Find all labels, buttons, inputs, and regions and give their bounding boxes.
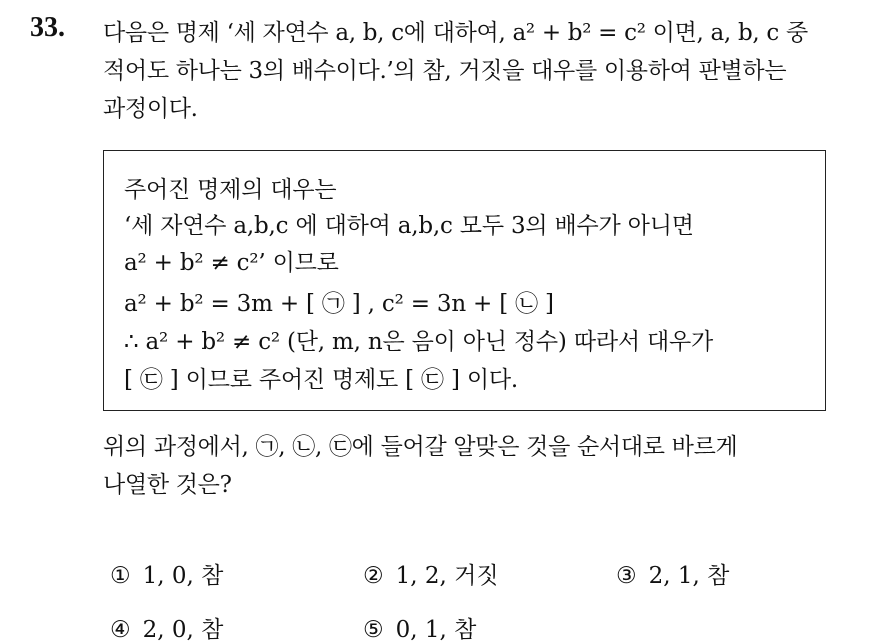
proof-line-4: a² + b² = 3m + [ ㉠ ] , c² = 3n + [ ㉡ ] xyxy=(124,291,554,317)
proof-line-3: a² + b² ≠ c²’ 이므로 xyxy=(124,250,339,276)
proof-line-2: ‘세 자연수 a,b,c 에 대하여 a,b,c 모두 3의 배수가 아니면 xyxy=(124,213,694,239)
proof-line-1: 주어진 명제의 대우는 xyxy=(124,177,337,203)
choice-2[interactable] xyxy=(363,557,499,590)
choice-3-mark: ③ xyxy=(616,563,637,589)
stem-line-1: 다음은 명제 ‘세 자연수 a, b, c에 대하여, a² + b² = c² 이면, a, b, c 중 xyxy=(103,20,808,46)
proof-line-6: [ ㉢ ] 이므로 주어진 명제도 [ ㉢ ] 이다. xyxy=(124,367,519,393)
choice-1-mark: ① xyxy=(110,563,131,589)
choice-3[interactable] xyxy=(616,557,729,590)
proof-box xyxy=(103,150,826,411)
prompt-line-2: 나열한 것은? xyxy=(103,472,232,498)
choice-4-text: 2, 0, 참 xyxy=(142,617,224,643)
choice-5-mark: ⑤ xyxy=(363,617,384,643)
stem-line-2: 적어도 하나는 3의 배수이다.’의 참, 거짓을 대우를 이용하여 판별하는 xyxy=(103,58,787,84)
choice-4-mark: ④ xyxy=(110,617,131,643)
stem-line-3: 과정이다. xyxy=(103,96,198,122)
choice-1-text: 1, 0, 참 xyxy=(142,563,224,589)
choice-5[interactable] xyxy=(363,611,476,644)
choice-2-text: 1, 2, 거짓 xyxy=(395,563,499,589)
choice-5-text: 0, 1, 참 xyxy=(395,617,477,643)
prompt-line-1: 위의 과정에서, ㉠, ㉡, ㉢에 들어갈 알맞은 것을 순서대로 바르게 xyxy=(103,434,738,460)
choice-3-text: 2, 1, 참 xyxy=(648,563,730,589)
choice-4[interactable] xyxy=(110,611,223,644)
proof-line-5: ∴ a² + b² ≠ c² (단, m, n은 음이 아닌 정수) 따라서 대우가 xyxy=(124,329,714,355)
question-number: 33. xyxy=(30,12,65,43)
choice-1[interactable] xyxy=(110,557,223,590)
choice-2-mark: ② xyxy=(363,563,384,589)
